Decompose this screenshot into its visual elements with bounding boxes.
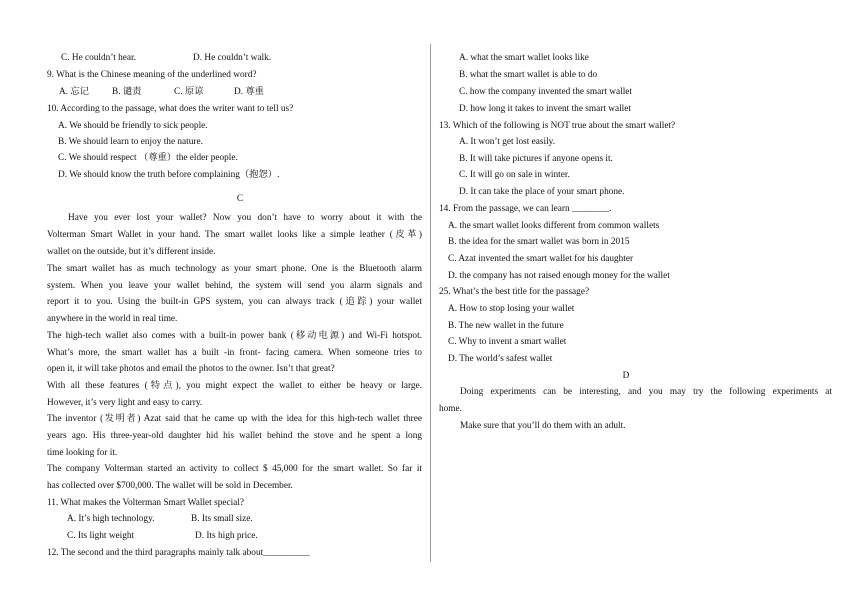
passage-line: The smart wallet has as much technology as your smart phone. One is the Bluetooth alarm	[47, 264, 422, 274]
q11-stem: 11. What makes the Volterman Smart Wallet special?	[47, 498, 245, 508]
q9-option-c: C. 原谅	[174, 87, 204, 97]
q9-option-a: A. 忘记	[59, 87, 89, 97]
passage-line: years ago. His three-year-old daughter hid his wallet behind the stove and he spent a long	[47, 431, 422, 441]
q12-stem: 12. The second and the third paragraphs mainly talk about__________	[47, 548, 310, 558]
passage-line: wallet on the outside, but it’s different inside.	[47, 247, 216, 257]
q9-option-d: D. 尊重	[234, 87, 264, 97]
passage-line: open it, it will take photos and email the photos to the owner. Isn’t that great?	[47, 364, 335, 374]
q13-option-d: D. It can take the place of your smart phone.	[459, 187, 625, 197]
q11-option-a: A. It’s high technology.	[67, 514, 155, 524]
passage-line: system. When you leave your wallet behind, the system will send you alarm signals and	[47, 281, 422, 291]
passage-line: Have you ever lost your wallet? Now you don’t have to worry about it with the	[68, 213, 422, 223]
passage-line: However, it’s very light and easy to carry.	[47, 398, 203, 408]
passage-d-line: home.	[439, 404, 462, 414]
q10-stem: 10. According to the passage, what does the writer want to tell us?	[47, 104, 294, 114]
passage-line: has collected over $700,000. The wallet will be sold in December.	[47, 481, 293, 491]
q10-option-b: B. We should learn to enjoy the nature.	[58, 137, 203, 147]
passage-line: What’s more, the smart wallet has a built -in front- facing camera. When someone tries to	[47, 348, 422, 358]
q25-option-d: D. The world’s safest wallet	[448, 354, 553, 364]
q9-option-b: B. 谴责	[112, 87, 142, 97]
q14-stem: 14. From the passage, we can learn ________.	[439, 204, 612, 214]
section-c-heading: C	[236, 194, 244, 204]
passage-d-line: Doing experiments can be interesting, and you may try the following experiments at	[460, 387, 832, 397]
q12-option-a: A. what the smart wallet looks like	[459, 53, 589, 63]
q25-stem: 25. What’s the best title for the passage?	[439, 287, 590, 297]
q11-option-d: D. Its high price.	[195, 531, 258, 541]
q25-option-c: C. Why to invent a smart wallet	[448, 337, 567, 347]
q12-option-c: C. how the company invented the smart wallet	[459, 87, 632, 97]
q11-option-b: B. Its small size.	[191, 514, 253, 524]
passage-line: The high-tech wallet also comes with a built-in power bank (移动电源) and Wi-Fi hotspot.	[47, 331, 422, 341]
q10-option-a: A. We should be friendly to sick people.	[58, 121, 208, 131]
q13-option-a: A. It won’t get lost easily.	[459, 137, 556, 147]
passage-line: report it to you. Using the built-in GPS system, you can always track (追踪) your wallet	[47, 297, 422, 307]
passage-line: time looking for it.	[47, 448, 118, 458]
q14-option-a: A. the smart wallet looks different from common wallets	[448, 221, 660, 231]
q10-option-d: D. We should know the truth before complaining（抱怨）.	[58, 170, 280, 180]
q14-option-b: B. the idea for the smart wallet was born in 2015	[448, 237, 630, 247]
passage-line: With all these features (特点), you might expect the wallet to either be heavy or large.	[47, 381, 422, 391]
q14-option-d: D. the company has not raised enough money for the wallet	[448, 271, 670, 281]
q25-option-a: A. How to stop losing your wallet	[448, 304, 575, 314]
section-d-heading: D	[622, 371, 630, 381]
column-divider	[430, 44, 431, 562]
q25-option-b: B. The new wallet in the future	[448, 321, 564, 331]
passage-line: The inventor (发明者) Azat said that he came up with the idea for this high-tech wallet three	[47, 414, 422, 424]
passage-line: The company Volterman started an activity to collect $ 45,000 for the smart wallet. So far it	[47, 464, 422, 474]
q9-stem: 9. What is the Chinese meaning of the underlined word?	[47, 70, 257, 80]
passage-line: anywhere in the world in real time.	[47, 314, 178, 324]
q13-option-c: C. It will go on sale in winter.	[459, 170, 570, 180]
q12-option-d: D. how long it takes to invent the smart wallet	[459, 104, 631, 114]
q12-option-b: B. what the smart wallet is able to do	[459, 70, 598, 80]
q8-option-c: C. He couldn’t hear.	[61, 53, 136, 63]
q11-option-c: C. Its light weight	[67, 531, 135, 541]
q8-option-d: D. He couldn’t walk.	[193, 53, 272, 63]
passage-d-line: Make sure that you’ll do them with an adult.	[460, 421, 626, 431]
q13-option-b: B. It will take pictures if anyone opens it.	[459, 154, 613, 164]
q14-option-c: C. Azat invented the smart wallet for his daughter	[448, 254, 634, 264]
q13-stem: 13. Which of the following is NOT true about the smart wallet?	[439, 121, 676, 131]
passage-line: Volterman Smart Wallet in your hand. The smart wallet looks like a simple leather (皮革)	[47, 230, 422, 240]
q10-option-c: C. We should respect （尊重）the elder people.	[58, 153, 238, 163]
